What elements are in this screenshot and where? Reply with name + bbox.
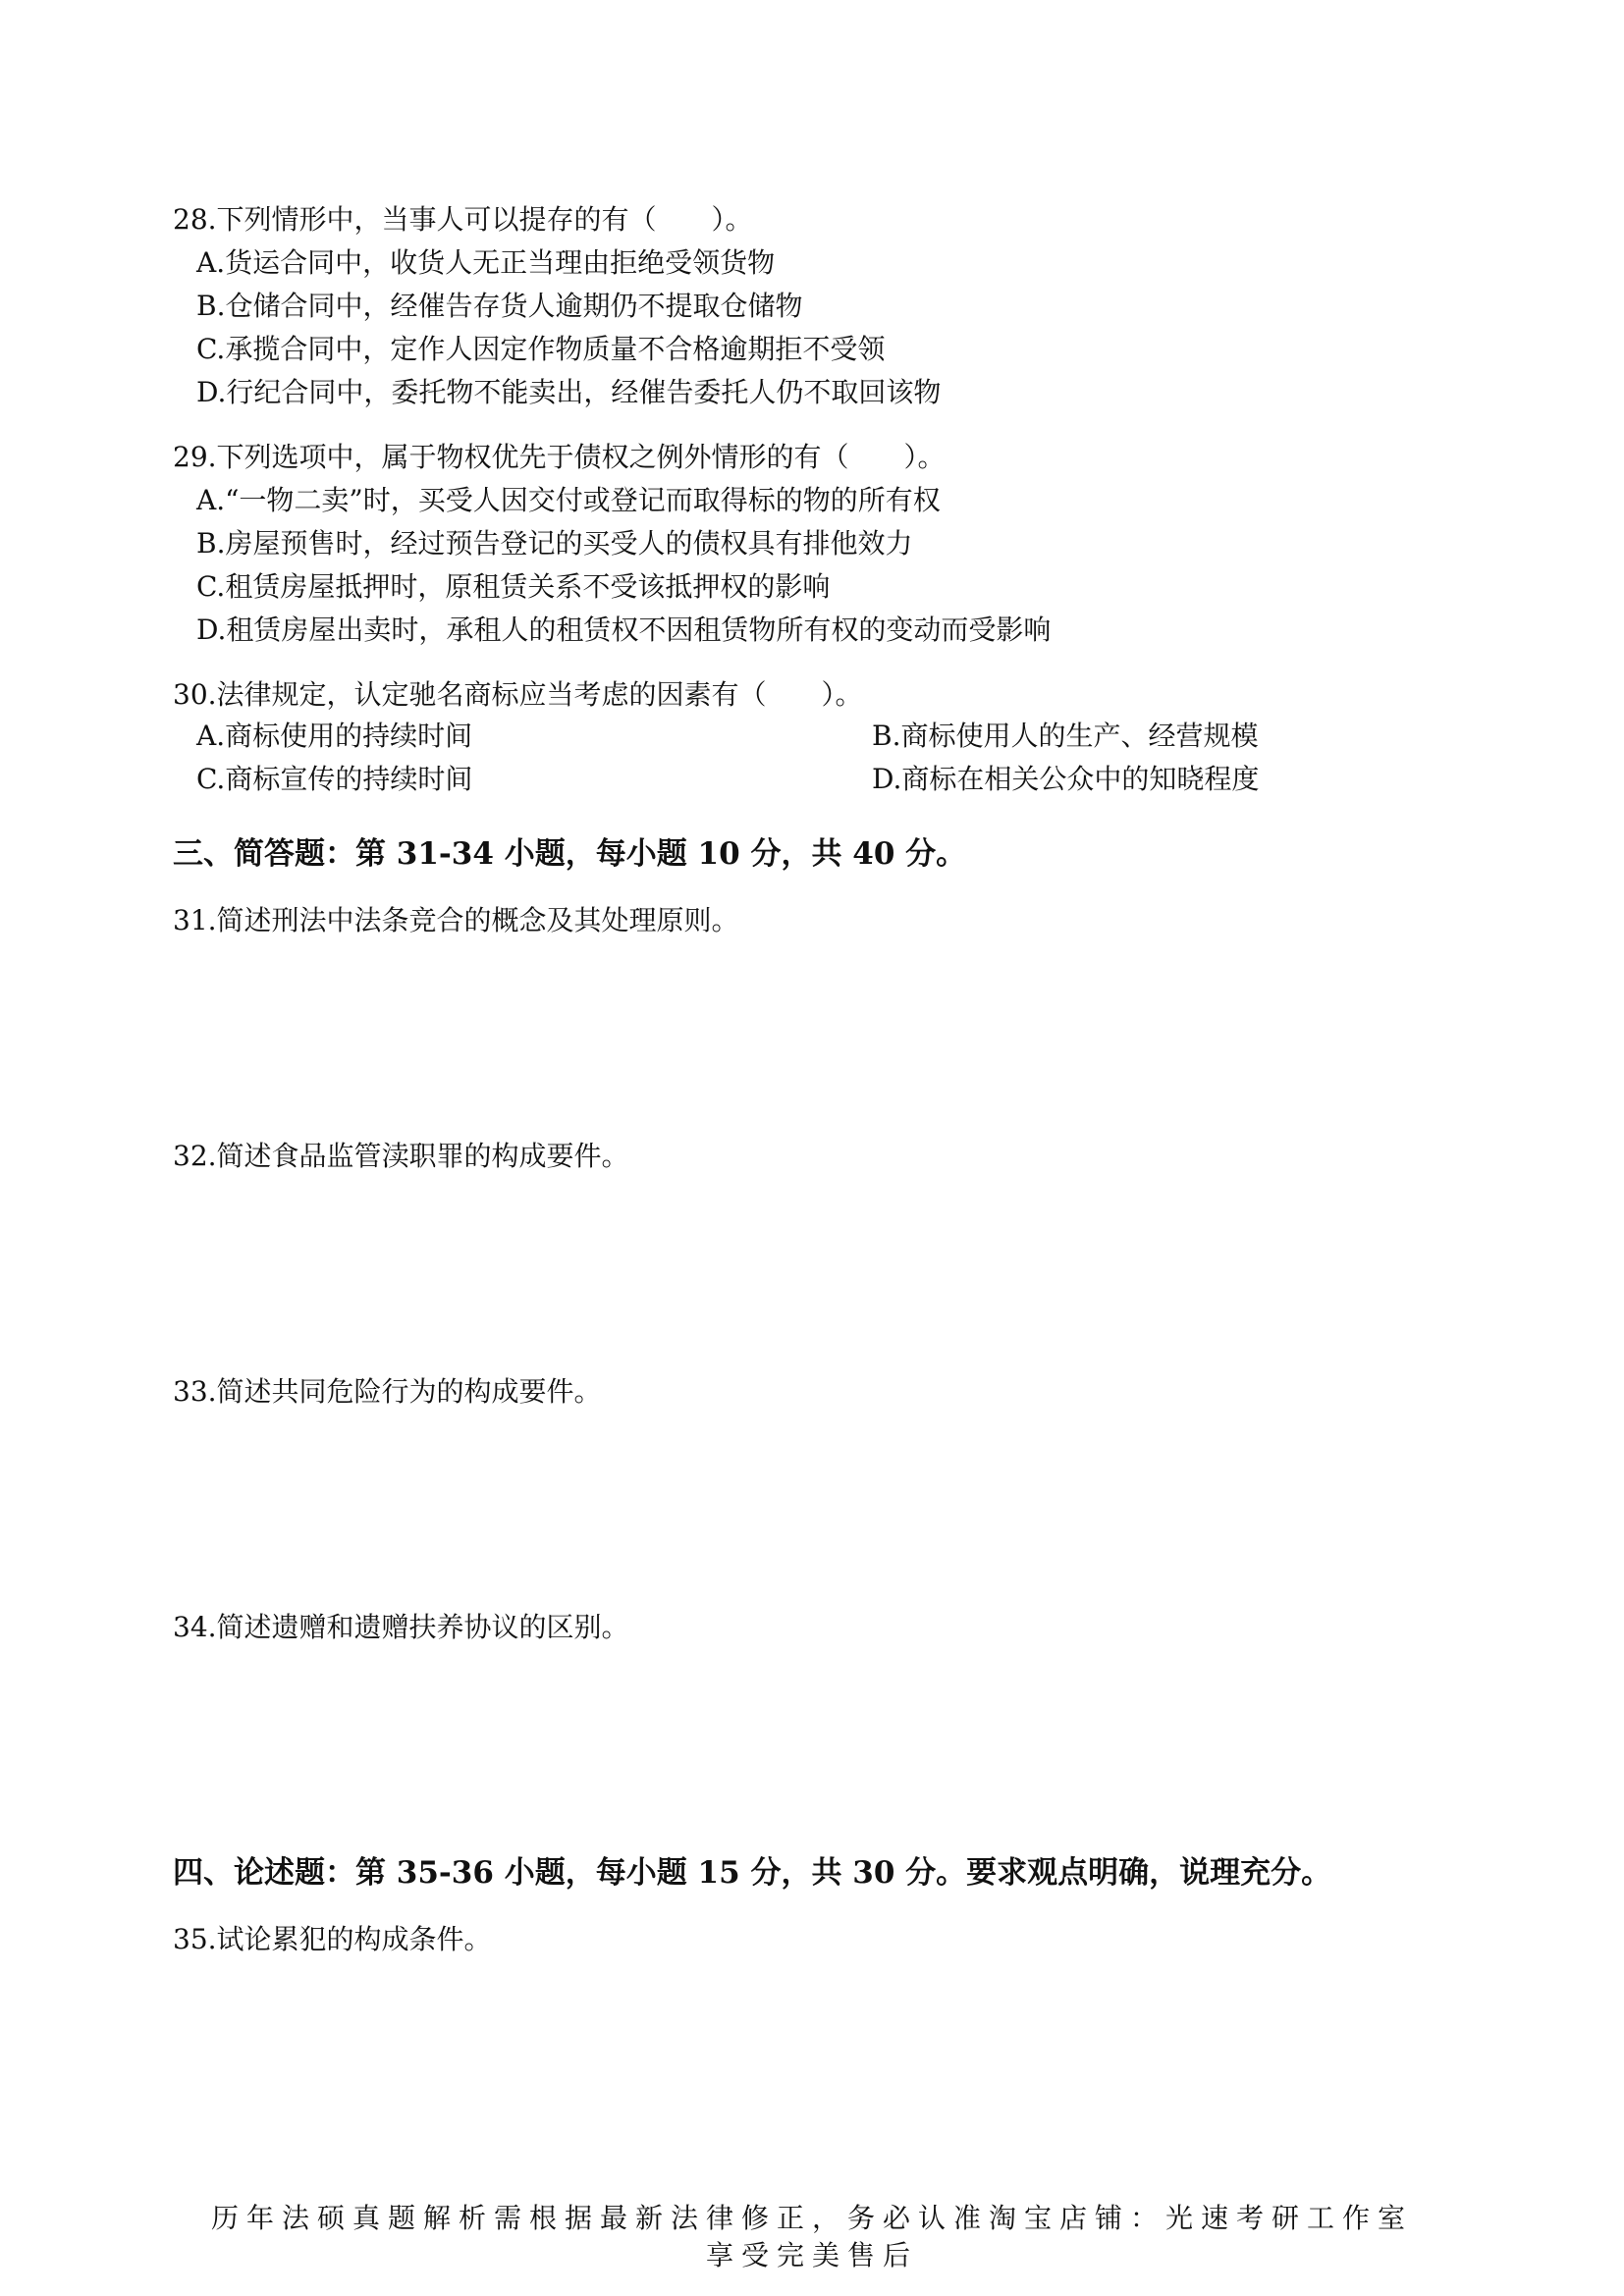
question-30-option-d: D.商标在相关公众中的知晓程度 [872, 763, 1260, 795]
question-30-option-a: A.商标使用的持续时间 [196, 720, 473, 752]
question-35: 35.试论累犯的构成条件。 [173, 1923, 492, 1955]
question-28-option-b: B.仓储合同中，经催告存货人逾期仍不提取仓储物 [196, 290, 803, 322]
footer-line-2: 享受完美售后 [705, 2239, 918, 2271]
question-28-option-d: D.行纪合同中，委托物不能卖出，经催告委托人仍不取回该物 [196, 376, 942, 408]
section-4-heading: 四、论述题：第 35-36 小题，每小题 15 分，共 30 分。要求观点明确，说理充分。 [173, 1855, 1332, 1891]
question-30-stem: 30.法律规定，认定驰名商标应当考虑的因素有（ ）。 [173, 678, 863, 711]
question-32: 32.简述食品监管渎职罪的构成要件。 [173, 1140, 629, 1172]
question-29-option-c: C.租赁房屋抵押时，原租赁关系不受该抵押权的影响 [196, 570, 831, 603]
question-34: 34.简述遗赠和遗赠扶养协议的区别。 [173, 1611, 629, 1643]
question-33: 33.简述共同危险行为的构成要件。 [173, 1375, 602, 1408]
question-29-stem: 29.下列选项中，属于物权优先于债权之例外情形的有（ ）。 [173, 441, 946, 473]
question-29-option-b: B.房屋预售时，经过预告登记的买受人的债权具有排他效力 [196, 527, 913, 560]
question-29-option-d: D.租赁房屋出卖时，承租人的租赁权不因租赁物所有权的变动而受影响 [196, 614, 1052, 646]
question-30-option-c: C.商标宣传的持续时间 [196, 763, 473, 795]
question-29-option-a: A.“一物二卖”时，买受人因交付或登记而取得标的物的所有权 [196, 484, 941, 516]
question-28-option-a: A.货运合同中，收货人无正当理由拒绝受领货物 [196, 246, 776, 279]
question-30-option-b: B.商标使用人的生产、经营规模 [872, 720, 1259, 752]
question-28-stem: 28.下列情形中，当事人可以提存的有（ ）。 [173, 203, 753, 236]
footer-line-1: 历年法硕真题解析需根据最新法律修正，务必认准淘宝店铺：光速考研工作室 [210, 2202, 1413, 2234]
section-3-heading: 三、简答题：第 31-34 小题，每小题 10 分，共 40 分。 [173, 836, 967, 872]
question-28-option-c: C.承揽合同中，定作人因定作物质量不合格逾期拒不受领 [196, 333, 886, 365]
question-31: 31.简述刑法中法条竞合的概念及其处理原则。 [173, 904, 739, 936]
